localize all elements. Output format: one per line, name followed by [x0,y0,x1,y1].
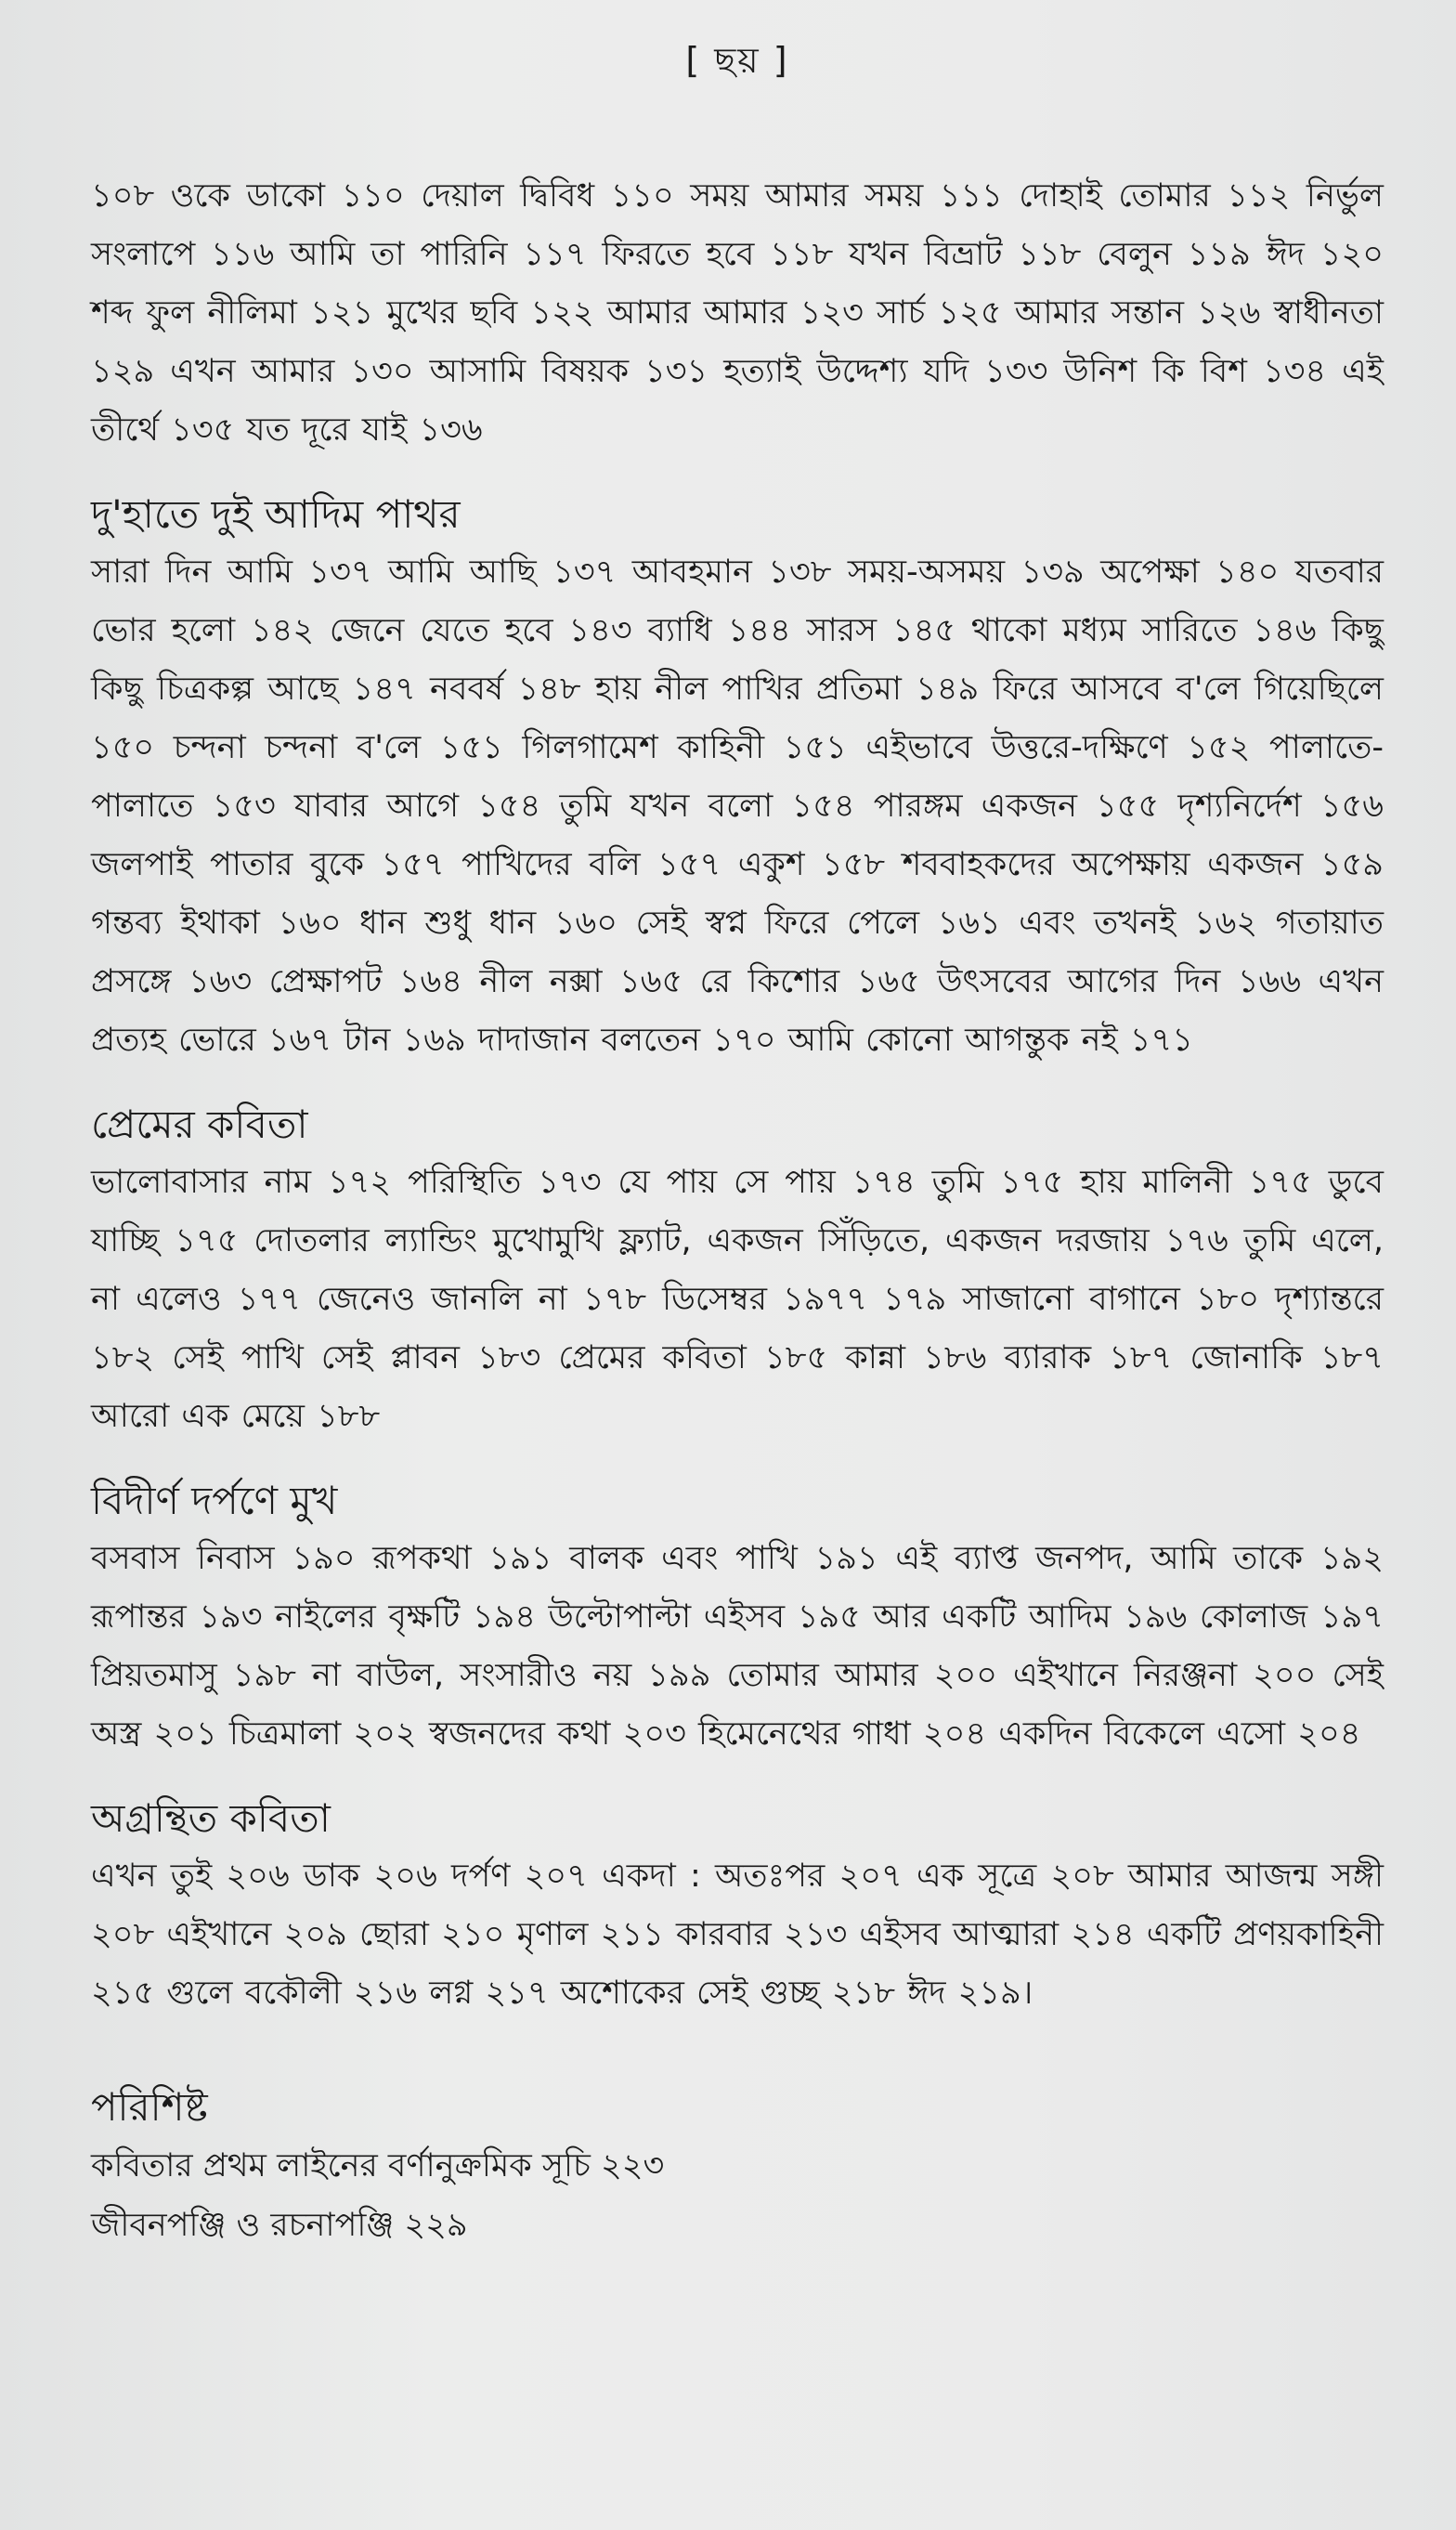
appendix-item: জীবনপঞ্জি ও রচনাপঞ্জি ২২৯ [91,2207,468,2244]
section-body: এখন তুই ২০৬ ডাক ২০৬ দর্পণ ২০৭ একদা : অতঃপর ২০৭ এক সূত্রে ২০৮ আমার আজন্ম সঙ্গী ২০৮ এইখানে ২০৯ ছোরা ২১০ মৃণাল ২১১ কারবার ২১৩ এইসব আত্মারা ২১৪ একটি প্রণয়কাহিনী ২১৫ গুলে বকৌলী ২১৬ লগ্ন ২১৭ অশোকের সেই গুচ্ছ ২১৮ ঈদ ২১৯। [91,1858,1384,2012]
section-title: অগ্রন্থিত কবিতা [91,1795,331,1841]
section-body: ভালোবাসার নাম ১৭২ পরিস্থিতি ১৭৩ যে পায় সে পায় ১৭৪ তুমি ১৭৫ হায় মালিনী ১৭৫ ডুবে যাচ্ছি ১৭৫ দোতলার ল্যান্ডিং মুখোমুখি ফ্ল্যাট, একজন সিঁড়িতে, একজন দরজায় ১৭৬ তুমি এলে, না এলেও ১৭৭ জেনেও জানলি না ১৭৮ ডিসেম্বর ১৯৭৭ ১৭৯ সাজানো বাগানে ১৮০ দৃশ্যান্তরে ১৮২ সেই পাখি সেই প্লাবন ১৮৩ প্রেমের কবিতা ১৮৫ কান্না ১৮৬ ব্যারাক ১৮৭ জোনাকি ১৮৭ আরো এক মেয়ে ১৮৮ [91,1164,1384,1435]
intro-section [91,167,1384,460]
section-title: প্রেমের কবিতা [91,1102,308,1147]
appendix-title: পরিশিষ্ট [91,2084,208,2130]
appendix-item: কবিতার প্রথম লাইনের বর্ণানুক্রমিক সূচি ২২৩ [91,2147,665,2184]
section-title: দু'হাতে দুই আদিম পাথর [91,491,461,537]
intro-text: ১০৮ ওকে ডাকো ১১০ দেয়াল দ্বিবিধ ১১০ সময় আমার সময় ১১১ দোহাই তোমার ১১২ নির্ভুল সংলাপে ১১৬ আমি তা পারিনি ১১৭ ফিরতে হবে ১১৮ যখন বিভ্রাট ১১৮ বেলুন ১১৯ ঈদ ১২০ শব্দ ফুল নীলিমা ১২১ মুখের ছবি ১২২ আমার আমার ১২৩ সার্চ ১২৫ আমার সন্তান ১২৬ স্বাধীনতা ১২৯ এখন আমার ১৩০ আসামি বিষয়ক ১৩১ হত্যাই উদ্দেশ্য যদি ১৩৩ উনিশ কি বিশ ১৩৪ এই তীর্থে ১৩৫ যত দূরে যাই ১৩৬ [91,177,1384,449]
section-1 [91,486,1384,1070]
section-body: বসবাস নিবাস ১৯০ রূপকথা ১৯১ বালক এবং পাখি ১৯১ এই ব্যাপ্ত জনপদ, আমি তাকে ১৯২ রূপান্তর ১৯৩ নাইলের বৃক্ষটি ১৯৪ উল্টোপাল্টা এইসব ১৯৫ আর একটি আদিম ১৯৬ কোলাজ ১৯৭ প্রিয়তমাসু ১৯৮ না বাউল, সংসারীও নয় ১৯৯ তোমার আমার ২০০ এইখানে নিরঞ্জনা ২০০ সেই অস্ত্র ২০১ চিত্রমালা ২০২ স্বজনদের কথা ২০৩ হিমেনেথের গাধা ২০৪ একদিন বিকেলে এসো ২০৪ [91,1540,1384,1753]
section-3 [91,1472,1384,1764]
section-body: সারা দিন আমি ১৩৭ আমি আছি ১৩৭ আবহমান ১৩৮ সময়-অসময় ১৩৯ অপেক্ষা ১৪০ যতবার ভোর হলো ১৪২ জেনে যেতে হবে ১৪৩ ব্যাধি ১৪৪ সারস ১৪৫ থাকো মধ্যম সারিতে ১৪৬ কিছু কিছু চিত্রকল্প আছে ১৪৭ নববর্ষ ১৪৮ হায় নীল পাখির প্রতিমা ১৪৯ ফিরে আসবে ব'লে গিয়েছিলে ১৫০ চন্দনা চন্দনা ব'লে ১৫১ গিলগামেশ কাহিনী ১৫১ এইভাবে উত্তরে-দক্ষিণে ১৫২ পালাতে-পালাতে ১৫৩ যাবার আগে ১৫৪ তুমি যখন বলো ১৫৪ পারঙ্গম একজন ১৫৫ দৃশ্যনির্দেশ ১৫৬ জলপাই পাতার বুকে ১৫৭ পাখিদের বলি ১৫৭ একুশ ১৫৮ শববাহকদের অপেক্ষায় একজন ১৫৯ গন্তব্য ইথাকা ১৬০ ধান শুধু ধান ১৬০ সেই স্বপ্ন ফিরে পেলে ১৬১ এবং তখনই ১৬২ গতায়াত প্রসঙ্গে ১৬৩ প্রেক্ষাপট ১৬৪ নীল নক্সা ১৬৫ রে কিশোর ১৬৫ উৎসবের আগের দিন ১৬৬ এখন প্রত্যহ ভোরে ১৬৭ টান ১৬৯ দাদাজান বলতেন ১৭০ আমি কোনো আগন্তুক নই ১৭১ [91,554,1384,1059]
book-page [91,37,1384,2281]
section-title: বিদীর্ণ দর্পণে মুখ [91,1478,338,1523]
appendix-section [91,2079,1384,2255]
section-4 [91,1790,1384,2023]
page-number: [ ছয় ] [685,40,789,81]
section-2 [91,1096,1384,1446]
